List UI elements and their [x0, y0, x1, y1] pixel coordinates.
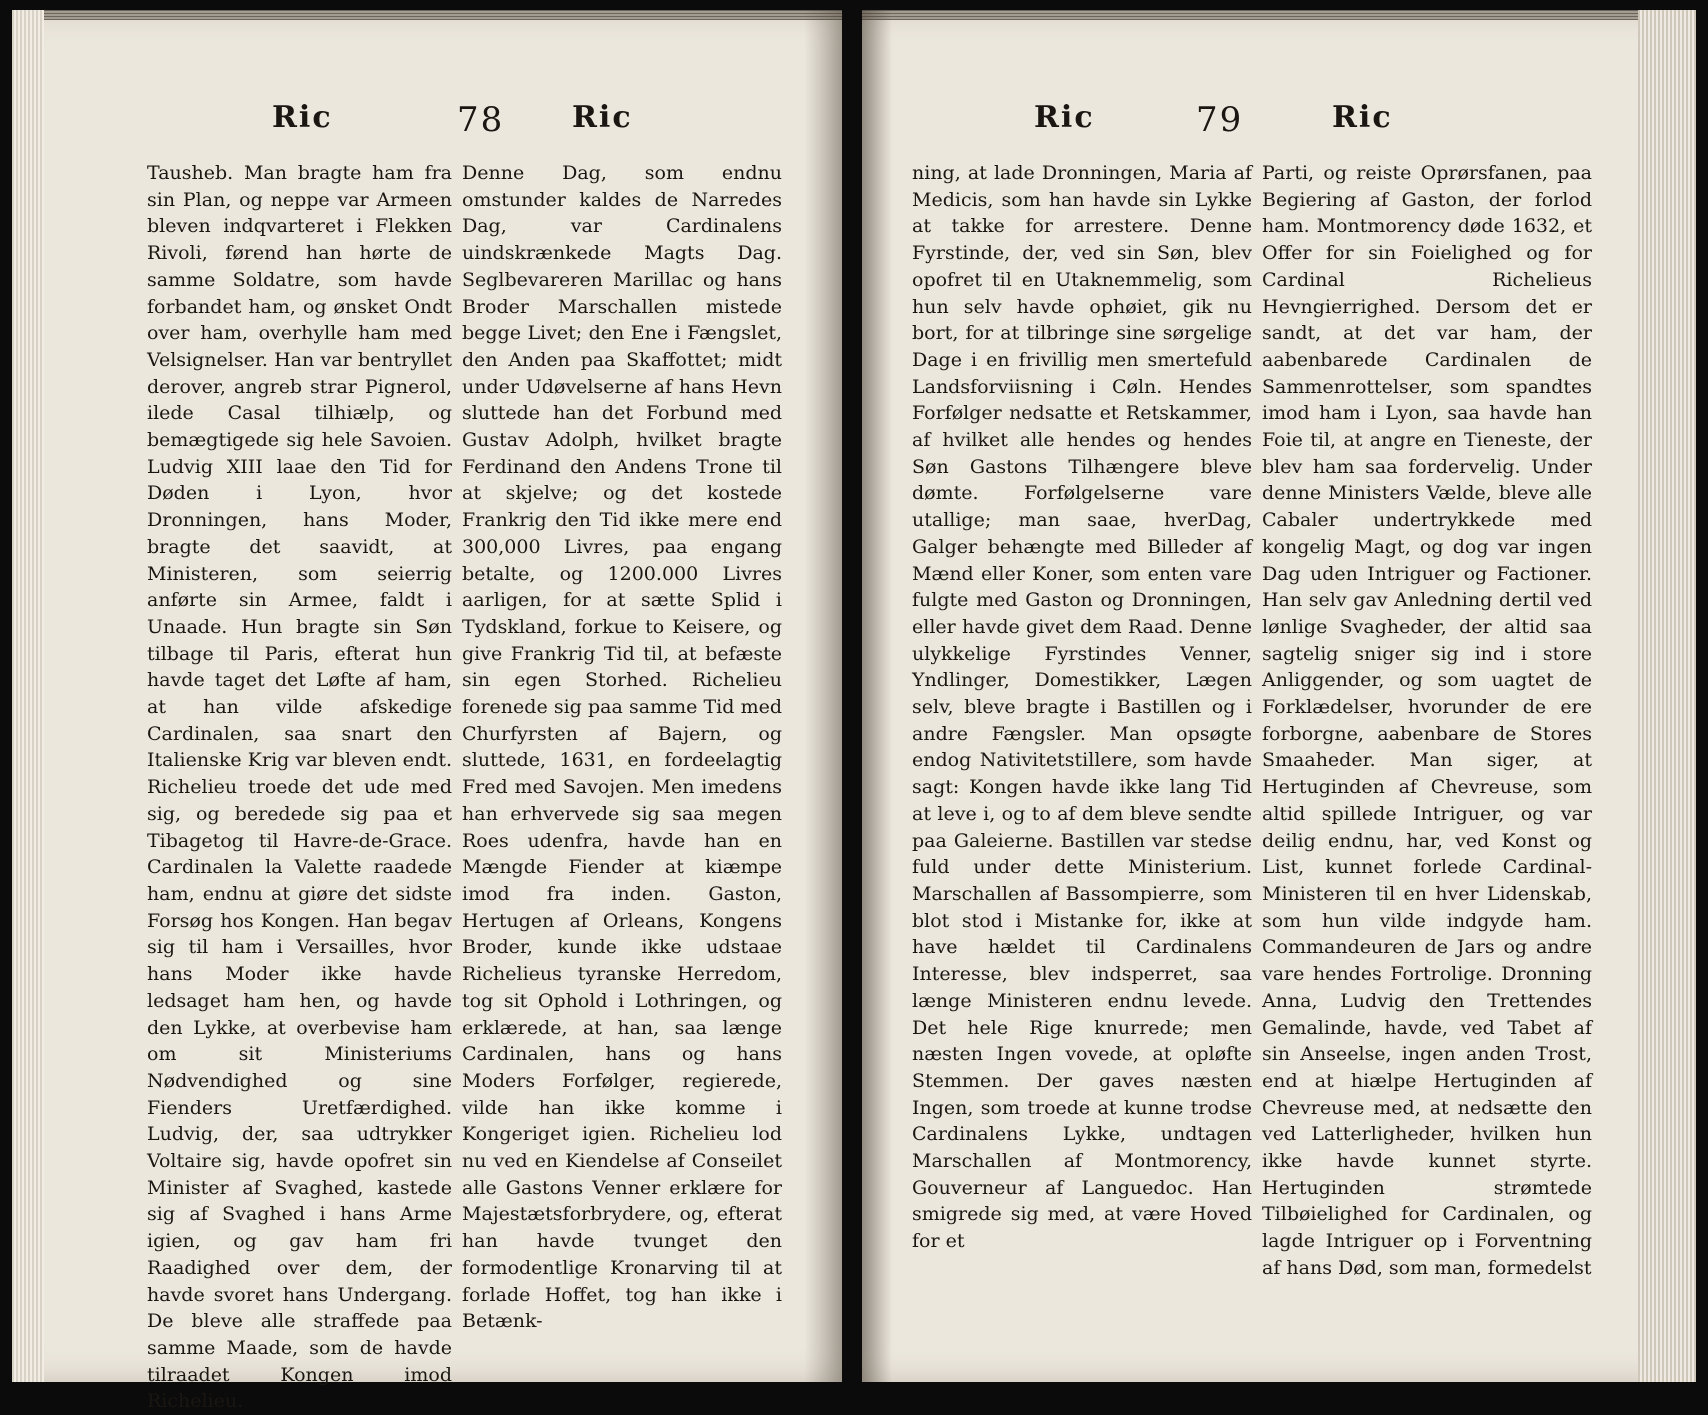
header-left-word: Ric [272, 100, 333, 135]
page-number: 79 [1196, 100, 1244, 140]
page-top-edge [12, 10, 842, 20]
page-stack-edge [1638, 10, 1696, 1382]
text-column-left [147, 160, 452, 1415]
text-column-right [1262, 160, 1592, 1282]
column-text: ning, at lade Dronningen, Maria af Medicis, som han havde sin Lykke at takke for arrestere. Denne Fyrstinde, der, ved sin Søn, blev opofret til en Utaknemmelig, som hun selv havde ophøiet, gik nu bort, for at tilbringe sine sørgelige Dage i en frivillig men smertefuld Landsforviisning i Cøln. Hendes Forfølger nedsatte et Retskammer, af hvilket alle hendes og hendes Søn Gastons Tilhængere bleve dømte. Forfølgelserne vare utallige; man saae, hverDag, Galger behængte med Billeder af Mænd eller Koner, som enten vare fulgte med Gaston og Dronningen, eller havde givet dem Raad. Denne ulykkelige Fyrstindes Venner, Yndlinger, Domestikker, Lægen selv, bleve bragte i Bastillen og i andre Fængsler. Man opsøgte endog Nativitetstillere, som havde sagt: Kongen havde ikke lang Tid at leve i, og to af dem bleve sendte paa Galeierne. Bastillen var stedse fuld under dette Ministerium. Marschallen af Bassompierre, som blot stod i Mistanke for, ikke at have hældet til Cardinalens Interesse, blev indsperret, saa længe Ministeren endnu levede. Det hele Rige knurrede; men næsten Ingen vovede, at opløfte Stemmen. Der gaves næsten Ingen, som troede at kunne trodse Cardinalens Lykke, undtagen Marschallen af Montmorency, Gouverneur af Languedoc. Han smigrede sig med, at være Hoved for et [912, 162, 1252, 1253]
header-right-word: Ric [1332, 100, 1393, 135]
page-gutter-shadow [862, 10, 892, 1382]
page-number: 78 [457, 100, 505, 140]
page-top-edge [862, 10, 1696, 20]
header-left-word: Ric [1034, 100, 1095, 135]
column-text: Tausheb. Man bragte ham fra sin Plan, og neppe var Armeen bleven indqvarteret i Flekken Rivoli, førend han hørte de samme Soldatre, som havde forbandet ham, og ønsket Ondt over ham, overhylle ham med Velsignelser. Han var bentryllet derover, angreb strar Pignerol, ilede Casal tilhiælp, og bemægtigede sig hele Savoien. Ludvig XIII laae den Tid for Døden i Lyon, hvor Dronningen, hans Moder, bragte det saavidt, at Ministeren, som seierrig anførte sin Armee, faldt i Unaade. Hun bragte sin Søn tilbage til Paris, efterat hun havde taget det Løfte af ham, at han vilde afskedige Cardinalen, saa snart den Italienske Krig var bleven endt. Richelieu troede det ude med sig, og beredede sig paa et Tibagetog til Havre-de-Grace. Cardinalen la Valette raadede ham, endnu at giøre det sidste Forsøg hos Kongen. Han begav sig til ham i Versailles, hvor hans Moder ikke havde ledsaget ham hen, og havde den Lykke, at overbevise ham om sit Ministeriums Nødvendighed og sine Fienders Uretfærdighed. Ludvig, der, saa udtrykker Voltaire sig, havde opofret sin Minister af Svaghed, kastede sig af Svaghed i hans Arme igien, og gav ham fri Raadighed over dem, der havde svoret hans Undergang. De bleve alle straffede paa samme Maade, som de havde tilraadet Kongen imod Richelieu. [147, 162, 452, 1413]
header-right-word: Ric [572, 100, 633, 135]
text-column-left [912, 160, 1252, 1255]
text-column-right [462, 160, 782, 1335]
right-page [862, 10, 1696, 1382]
left-page [12, 10, 842, 1413]
page-gutter-shadow [804, 10, 842, 1382]
column-text: Denne Dag, som endnu omstunder kaldes de Narredes Dag, var Cardinalens uindskrænkede Magts Dag. Seglbevareren Marillac og hans Broder Marschallen mistede begge Livet; den Ene i Fængslet, den Anden paa Skaffottet; midt under Udøvelserne af hans Hevn sluttede han det Forbund med Gustav Adolph, hvilket bragte Ferdinand den Andens Trone til at skjelve; og det kostede Frankrig den Tid ikke mere end 300,000 Livres, paa engang betalte, og 1200.000 Livres aarligen, for at sætte Splid i Tydskland, forkue to Keisere, og give Frankrig Tid til, at befæste sin egen Storhed. Richelieu forenede sig paa samme Tid med Churfyrsten af Bajern, og sluttede, 1631, en fordeelagtig Fred med Savojen. Men imedens han erhvervede sig saa megen Roes udenfra, havde han en Mængde Fiender at kiæmpe imod fra inden. Gaston, Hertugen af Orleans, Kongens Broder, kunde ikke udstaae Richelieus tyranske Herredom, tog sit Ophold i Lothringen, og erklærede, at han, saa længe Cardinalen, hans og hans Moders Forfølger, regierede, vilde han ikke komme i Kongeriget igien. Richelieu lod nu ved en Kiendelse af Conseilet alle Gastons Venner erklære for Majestætsforbrydere, og, efterat han havde tvunget den formodentlige Kronarving til at forlade Hoffet, tog han ikke i Betænk- [462, 162, 782, 1333]
page-stack-edge [12, 10, 44, 1382]
column-text: Parti, og reiste Oprørsfanen, paa Begiering af Gaston, der forlod ham. Montmorency døde 1632, et Offer for sin Foielighed og for Cardinal Richelieus Hevngierrighed. Dersom det er sandt, at det var ham, der aabenbarede Cardinalen de Sammenrottelser, som spandtes imod ham i Lyon, saa havde han Foie til, at angre en Tieneste, der blev ham saa fordervelig. Under denne Ministers Vælde, bleve alle Cabaler undertrykkede med kongelig Magt, og dog var ingen Dag uden Intriguer og Factioner. Han selv gav Anledning dertil ved lønlige Svagheder, der altid saa sagtelig sniger sig ind i store Anliggender, og som uagtet de Forklædelser, hvorunder de ere forborgne, aabenbare de Stores Smaaheder. Man siger, at Hertuginden af Chevreuse, som altid spillede Intriguer, og var deilig endnu, har, ved Konst og List, kunnet forlede Cardinal-Ministeren til en hver Lidenskab, som hun vilde indgyde ham. Commandeuren de Jars og andre vare hendes Fortrolige. Dronning Anna, Ludvig den Trettendes Gemalinde, havde, ved Tabet af sin Anseelse, ingen anden Trost, end at hiælpe Hertuginden af Chevreuse med, at nedsætte den ved Latterligheder, hvilken hun ikke havde kunnet styrte. Hertuginden strømtede Tilbøielighed for Cardinalen, og lagde Intriguer op i Forventning af hans Død, som man, formedelst [1262, 162, 1592, 1279]
